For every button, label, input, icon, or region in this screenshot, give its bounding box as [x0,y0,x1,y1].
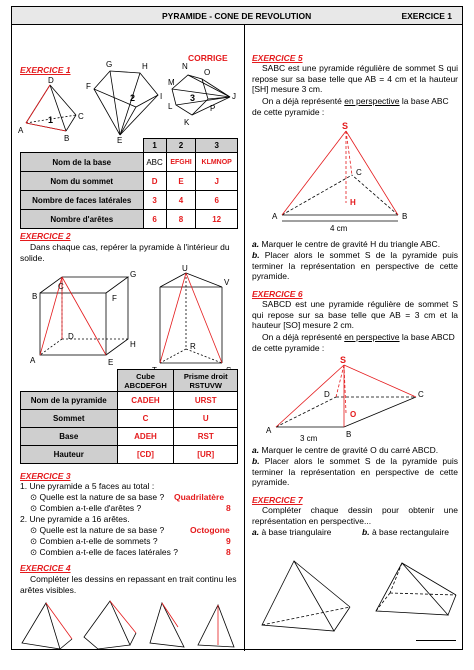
ex5-text-1: SABC est une pyramide régulière de sommet S qui repose sur sa base telle que AB = 4 cm et la hauteur [SH] mesure 3 cm. [252,63,458,94]
ex5-figure [252,121,462,235]
label-r: R [190,342,196,351]
pyramid-3 [172,75,230,115]
ex2-figures [12,264,242,379]
ex2-header-cube: Cube ABCDEFGH [117,370,174,392]
ex7-text: Compléter chaque dessin pour obtenir une représentation en perspective... [252,505,458,526]
t-underlined: en perspective [344,96,400,106]
cube [40,277,128,355]
ex2-row-label: Hauteur [21,446,118,464]
pyr-d [198,605,234,647]
label-o: O [350,410,357,419]
ex2-header-prism: Prisme droit RSTUVW [174,370,238,392]
label-a: A [266,426,272,435]
t: On a déjà représenté [262,96,345,106]
label-e: E [108,358,114,367]
ex1-row-label: Nombre d'arêtes [21,210,144,229]
ex1-cell: D [143,172,166,191]
ex1-title: EXERCICE 1 [20,65,71,75]
qa-text: Marquer le centre de gravité O du carré ABCD. [261,445,439,455]
pyr-b [84,601,130,649]
ex3-line-4a: ⊙ Quelle est la nature de sa base ? [30,525,165,535]
label-b: B [402,212,408,221]
ex6-q-a [252,445,458,456]
ex6-text-2 [252,332,458,353]
label-1: 1 [48,115,54,125]
label-h: H [130,340,136,349]
ex3-answer-4c: 8 [226,547,231,557]
ex2-text: Dans chaque cas, repérer la pyramide à l'intérieur du solide. [20,242,230,263]
ex3-answer-2b: 8 [226,503,231,513]
ex1-cell: 4 [166,191,196,210]
label-d: D [324,390,330,399]
ex1-cell: 6 [143,210,166,229]
worksheet-page [11,6,463,650]
t: la base ABCD de cette pyramide : [252,332,455,353]
ex4-title: EXERCICE 4 [20,563,71,573]
label-d: D [48,76,54,85]
ex6-q-b [252,456,458,488]
page-footer-line [416,640,456,649]
ex4-text: Compléter les dessins en repassant en trait continu les arêtes visibles. [20,574,237,595]
t: On a déjà représenté [262,332,345,342]
page-title: PYRAMIDE - CONE DE REVOLUTION [162,11,312,21]
ex1-col-2: 2 [166,139,196,153]
exercise-number: EXERCICE 1 [401,11,452,21]
pyr-a [22,603,60,649]
qb-text: Placer alors le sommet S de la pyramide puis terminer la représentation en perspective de cette pyramide. [252,250,458,281]
qb-text: Placer alors le sommet S de la pyramide puis terminer la représentation en perspective de cette pyramide. [252,456,458,487]
ex3-line-4b: ⊙ Combien a-t-elle de sommets ? [30,536,158,546]
b-text: à base rectangulaire [371,527,449,537]
ex1-cell: 8 [166,210,196,229]
ex2-cell: [CD] [117,446,174,464]
qa: a. [252,239,260,249]
ex3-title: EXERCICE 3 [20,471,71,481]
label-length: 4 cm [330,224,348,233]
ex2-cell: U [174,410,238,428]
label-c: C [78,112,84,121]
label-o: O [204,68,211,77]
label-a: A [272,212,278,221]
ex2-cell: ADEH [117,428,174,446]
ex3-line-3: 2. Une pyramide a 16 arêtes. [20,514,130,524]
label-a: A [18,126,24,135]
ex3-line-1: 1. Une pyramide a 5 faces au total : [20,481,155,491]
page-header [12,7,462,25]
label-n: N [182,62,188,71]
ex3-line-2b: ⊙ Combien a-t-elle d'arêtes ? [30,503,142,513]
ex1-cell: J [196,172,238,191]
ex2-cell: URST [174,392,238,410]
label-c: C [58,282,64,291]
label-h: H [142,62,148,71]
ex1-row-label: Nom de la base [21,153,144,172]
label-j: J [232,92,236,101]
label-v: V [224,278,230,287]
pyr-rect [376,563,448,615]
ex1-col-1: 1 [143,139,166,153]
label-p: P [210,104,216,113]
ex2-cell: [UR] [174,446,238,464]
ex3-line-4c: ⊙ Combien a-t-elle de faces latérales ? [30,547,178,557]
pyr-tri [262,561,334,631]
label-b: B [64,134,70,143]
ex5-title: EXERCICE 5 [252,53,303,63]
label-m: M [168,78,175,87]
column-divider [244,24,245,651]
ex1-table [20,138,238,229]
label-g: G [130,270,137,279]
ex6-title: EXERCICE 6 [252,289,303,299]
ex1-col-3: 3 [196,139,238,153]
ex2-title: EXERCICE 2 [20,231,71,241]
a: a. [252,527,260,537]
ex2-cell: RST [174,428,238,446]
ex2-row-label: Base [21,428,118,446]
label-3: 3 [190,93,196,103]
label-d: D [68,332,74,341]
ex6-figure [252,357,462,447]
q: Quelle est la nature de sa base ? [39,525,165,535]
q: Combien a-t-elle d'arêtes ? [39,503,142,513]
ex1-row-label: Nombre de faces latérales [21,191,144,210]
ex5-q-a [252,239,458,250]
q: Combien a-t-elle de faces latérales ? [39,547,178,557]
ex1-cell: 12 [196,210,238,229]
ex1-cell: 3 [143,191,166,210]
label-g: G [106,60,113,69]
label-length: 3 cm [300,434,318,443]
qa-text: Marquer le centre de gravité H du triangle ABC. [261,239,441,249]
qb: b. [252,250,260,260]
ex1-cell: EFGHI [166,153,196,172]
ex3-answer-2a: Quadrilatère [174,492,225,502]
label-a: A [30,356,36,365]
pyramid-2 [94,71,158,135]
label-b: B [32,292,38,301]
label-f: F [112,294,117,303]
label-c: C [356,168,362,177]
ex2-row-label: Sommet [21,410,118,428]
t: la base ABC de cette pyramide : [252,96,449,117]
ex7-figures [252,555,462,645]
label-2: 2 [130,93,136,103]
ex2-table [20,369,238,464]
ex5-text-2 [252,96,458,117]
label-s: S [340,355,347,365]
pyr-c [150,603,184,647]
ex1-cell: 6 [196,191,238,210]
b: b. [362,527,370,537]
ex1-cell: KLMNOP [196,153,238,172]
ex5-q-b [252,250,458,282]
label-i: I [160,92,163,101]
label-c: C [418,390,424,399]
ex2-cell: CADEH [117,392,174,410]
ex1-figures [12,45,242,145]
label-h: H [350,198,356,207]
label-s: S [342,121,349,131]
ex6-text-1: SABCD est une pyramide régulière de sommet S qui repose sur sa base telle que AB = 3 cm et la hauteur [SO] mesure 2 cm. [252,299,458,330]
ex1-cell: ABC [143,153,166,172]
ex2-cell: C [117,410,174,428]
ex7-label-a [252,527,331,538]
label-e: E [117,136,123,145]
label-f: F [86,82,91,91]
ex1-row-label: Nom du sommet [21,172,144,191]
corrige-label: CORRIGE [188,53,228,63]
ex3-answer-4b: 9 [226,536,231,546]
q: Quelle est la nature de sa base ? [39,492,165,502]
qb: b. [252,456,260,466]
t-underlined: en perspective [344,332,400,342]
ex2-row-label: Nom de la pyramide [21,392,118,410]
ex3-line-2a: ⊙ Quelle est la nature de sa base ? [30,492,165,502]
ex7-label-b [362,527,449,538]
qa: a. [252,445,260,455]
label-b: B [346,430,352,439]
q: Combien a-t-elle de sommets ? [39,536,158,546]
ex3-answer-4a: Octogone [190,525,230,535]
ex4-figures [12,597,242,647]
label-l: L [168,102,173,111]
label-u: U [182,264,188,273]
ex7-title: EXERCICE 7 [252,495,303,505]
a-text: à base triangulaire [261,527,332,537]
label-k: K [184,118,190,127]
ex1-cell: E [166,172,196,191]
